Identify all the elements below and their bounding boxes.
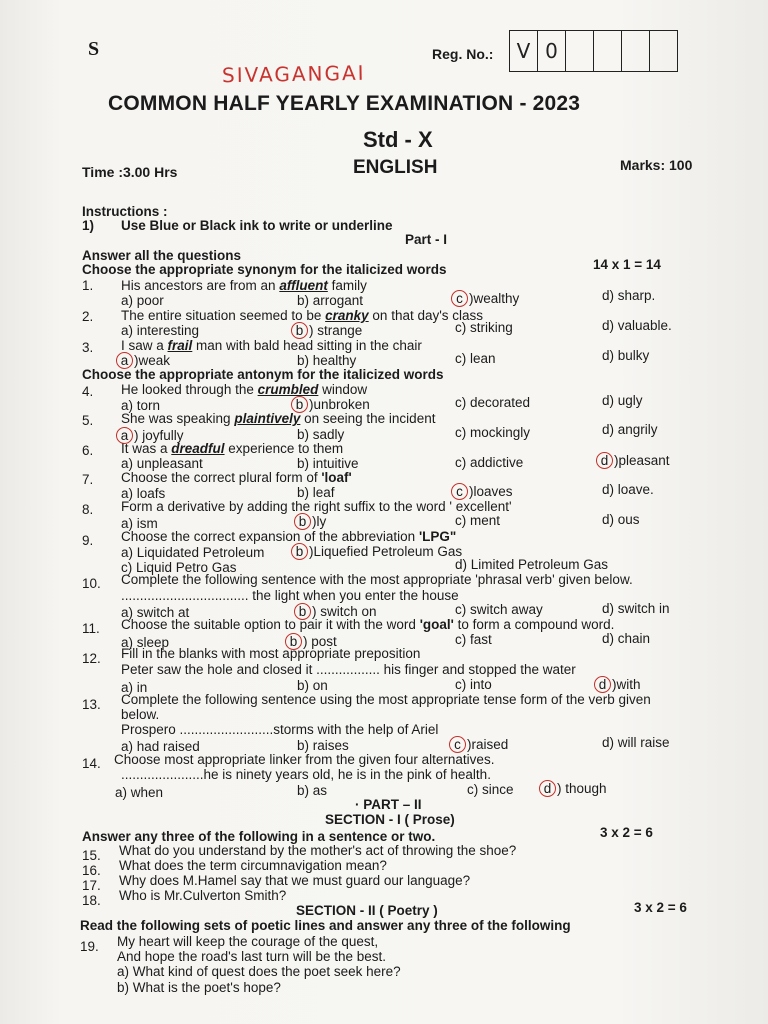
question-number: 17. — [82, 878, 101, 893]
poem-line: And hope the road's last turn will be the best. — [117, 949, 386, 964]
question-number: 12. — [82, 651, 101, 666]
prose-score: 3 x 2 = 6 — [600, 825, 653, 840]
question-number: 2. — [82, 309, 94, 324]
option-c: c) striking — [455, 320, 513, 335]
option-d: d) valuable. — [602, 318, 672, 333]
option-d-circled: d ) though — [542, 780, 607, 797]
total-marks: Marks: 100 — [620, 157, 693, 173]
question-text: Complete the following sentence with the most appropriate 'phrasal verb' given below. — [121, 572, 633, 587]
option-b: b) on — [297, 678, 328, 693]
antonym-heading: Choose the appropriate antonym for the italicized words — [82, 367, 444, 382]
option-c: c) addictive — [455, 455, 524, 470]
question-line: ......................he is ninety years old, he is in the pink of health. — [121, 767, 491, 782]
question-line: .................................. the light when you enter the house — [121, 588, 459, 603]
section-1-prose: SECTION - I ( Prose) — [325, 812, 455, 827]
reg-cell — [594, 31, 622, 71]
option-c: c) into — [455, 677, 492, 692]
option-a: a) torn — [121, 398, 161, 413]
option-b-circled: b )ly — [297, 513, 326, 530]
question-line: below. — [121, 707, 160, 722]
question-number: 14. — [82, 756, 101, 771]
option-d: d) switch in — [602, 601, 670, 616]
question-text: He looked through the crumbled window — [121, 382, 368, 397]
option-a: a) had raised — [121, 739, 200, 754]
option-c: c) Liquid Petro Gas — [121, 560, 237, 575]
question-text: She was speaking plaintively on seeing the incident — [121, 411, 436, 426]
option-b: b) intuitive — [297, 456, 359, 471]
option-b-circled: b )unbroken — [294, 396, 370, 413]
option-b: b) healthy — [297, 353, 357, 368]
option-a: a) switch at — [121, 605, 190, 620]
option-a: a) sleep — [121, 635, 170, 650]
section-2-poetry: SECTION - II ( Poetry ) — [296, 903, 438, 918]
option-d: d) will raise — [602, 735, 670, 750]
subject: ENGLISH — [353, 157, 438, 178]
option-d: d) sharp. — [602, 288, 656, 303]
series-code: S — [88, 38, 100, 60]
sub-question-b: b) What is the poet's hope? — [117, 980, 281, 995]
question-text: Choose the correct expansion of the abbreviation 'LPG" — [121, 529, 457, 544]
part-2-label: · PART – II — [355, 797, 422, 812]
option-c: c) lean — [455, 351, 496, 366]
option-a-circled: a ) joyfully — [119, 427, 184, 444]
question-number: 19. — [80, 939, 99, 954]
question-text: What does the term circumnavigation mean? — [119, 858, 387, 873]
option-b: b) leaf — [297, 485, 335, 500]
question-number: 8. — [82, 502, 94, 517]
option-c: c) decorated — [455, 395, 531, 410]
option-d-circled: d )with — [597, 676, 641, 693]
poetry-score: 3 x 2 = 6 — [634, 900, 687, 915]
question-text: What do you understand by the mother's act of throwing the shoe? — [119, 843, 517, 858]
reg-no-boxes — [509, 30, 678, 72]
prose-instruction: Answer any three of the following in a sentence or two. — [82, 829, 436, 844]
question-text: Choose the suitable option to pair it with the word 'goal' to form a compound word. — [121, 617, 615, 632]
question-number: 11. — [82, 621, 100, 636]
question-text: I saw a frail man with bald head sitting in the chair — [121, 338, 422, 353]
poem-line: My heart will keep the courage of the quest, — [117, 934, 379, 949]
option-a: a) interesting — [121, 323, 200, 338]
option-b: b) raises — [297, 738, 349, 753]
reg-cell — [566, 31, 594, 71]
sub-question-a: a) What kind of quest does the poet seek here? — [117, 964, 401, 979]
option-c: c) fast — [455, 632, 492, 647]
option-c: c) mockingly — [455, 425, 531, 440]
question-text: The entire situation seemed to be cranky on that day's class — [121, 308, 484, 323]
question-number: 7. — [82, 472, 94, 487]
option-b-circled: b ) post — [288, 633, 337, 650]
option-a: a) ism — [121, 516, 158, 531]
question-number: 5. — [82, 413, 94, 428]
option-d: d) loave. — [602, 482, 654, 497]
part-1-label: Part - I — [405, 232, 448, 247]
question-text: Why does M.Hamel say that we must guard our language? — [119, 873, 471, 888]
option-b: b) arrogant — [297, 293, 364, 308]
option-d: d) ugly — [602, 393, 643, 408]
option-b: b) sadly — [297, 427, 345, 442]
option-a: a) Liquidated Petroleum — [121, 545, 265, 560]
option-a: a) loafs — [121, 486, 166, 501]
option-a: a) when — [115, 785, 164, 800]
option-b: b) as — [297, 783, 328, 798]
exam-title: COMMON HALF YEARLY EXAMINATION - 2023 — [108, 92, 581, 115]
option-c: c) switch away — [455, 602, 543, 617]
option-a: a) poor — [121, 293, 164, 308]
option-a: a) in — [121, 680, 148, 695]
question-text: Who is Mr.Culverton Smith? — [119, 888, 287, 903]
question-number: 6. — [82, 443, 94, 458]
instruction-text: Use Blue or Black ink to write or underline — [121, 218, 393, 233]
reg-cell — [622, 31, 650, 71]
option-b-circled: b ) switch on — [297, 603, 377, 620]
question-text: Choose most appropriate linker from the given four alternatives. — [114, 752, 495, 767]
standard: Std - X — [363, 127, 433, 152]
poetry-instruction: Read the following sets of poetic lines and answer any three of the following — [80, 918, 571, 933]
option-c-circled: c )raised — [452, 736, 508, 753]
reg-cell: V — [510, 31, 538, 71]
option-c-circled: c )wealthy — [454, 290, 519, 307]
question-line: Peter saw the hole and closed it ................. his finger and stopped the water — [121, 662, 576, 677]
part-1-score: 14 x 1 = 14 — [593, 257, 661, 272]
answer-all: Answer all the questions — [82, 248, 242, 263]
question-text: Form a derivative by adding the right suffix to the word ' excellent' — [121, 499, 512, 514]
question-number: 15. — [82, 848, 101, 863]
reg-cell — [650, 31, 677, 71]
option-b-circled: b )Liquefied Petroleum Gas — [294, 543, 462, 560]
question-text: Choose the correct plural form of 'loaf' — [121, 470, 352, 485]
option-d: d) angrily — [602, 422, 658, 437]
reg-cell: 0 — [538, 31, 566, 71]
synonym-heading: Choose the appropriate synonym for the italicized words — [82, 262, 447, 277]
question-text: Fill in the blanks with most appropriate preposition — [121, 646, 421, 661]
option-b-circled: b ) strange — [294, 322, 362, 339]
option-a: a) unpleasant — [121, 456, 203, 471]
question-line: Prospero .........................storms with the help of Ariel — [121, 722, 439, 737]
question-text: Complete the following sentence using the most appropriate tense form of the verb given — [121, 692, 651, 707]
option-d: d) bulky — [602, 348, 650, 363]
question-text: His ancestors are from an affluent family — [121, 278, 367, 293]
instruction-number: 1) — [82, 218, 95, 233]
option-d: d) Limited Petroleum Gas — [455, 557, 609, 572]
district-handwritten: SIVAGANGAI — [221, 60, 366, 88]
question-number: 10. — [82, 576, 101, 591]
question-number: 9. — [82, 533, 94, 548]
question-text: It was a dreadful experience to them — [121, 441, 344, 456]
reg-no-label: Reg. No.: — [432, 46, 494, 62]
option-d: d) ous — [602, 512, 640, 527]
option-d: d) chain — [602, 631, 651, 646]
option-c: c) ment — [455, 513, 501, 528]
option-a-circled: a )weak — [119, 352, 170, 369]
time-duration: Time :3.00 Hrs — [82, 164, 178, 180]
question-number: 4. — [82, 384, 94, 399]
option-d-circled: d )pleasant — [599, 452, 670, 469]
option-c-circled: c )loaves — [454, 483, 513, 500]
question-number: 18. — [82, 893, 101, 908]
question-number: 3. — [82, 340, 94, 355]
instructions-heading: Instructions : — [82, 204, 168, 219]
question-number: 13. — [82, 697, 101, 712]
question-number: 1. — [82, 278, 94, 293]
question-number: 16. — [82, 863, 101, 878]
option-c: c) since — [467, 782, 514, 797]
